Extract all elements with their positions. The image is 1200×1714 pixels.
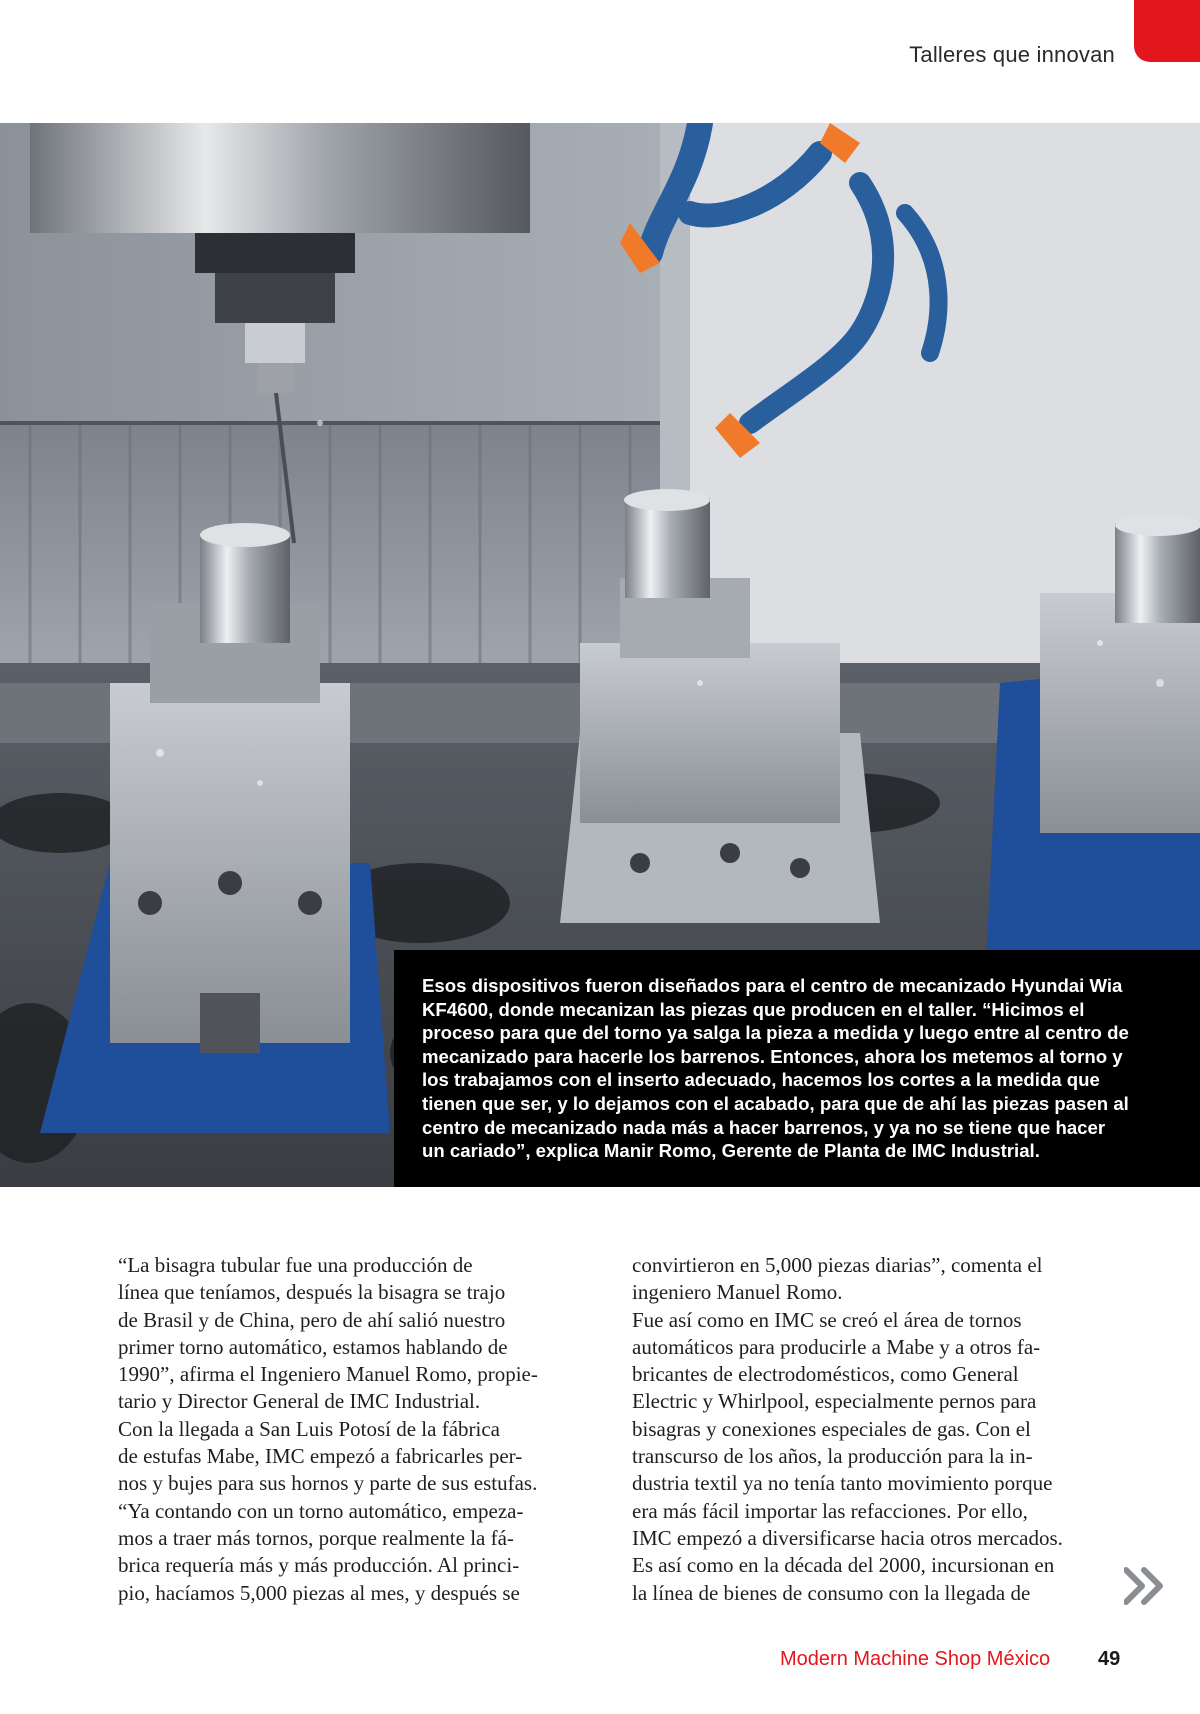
section-tab-marker: [1134, 0, 1200, 62]
photo-caption: [394, 950, 1200, 1187]
article-column-left: “La bisagra tubular fue una producción de línea que teníamos, después la bisagra se trajo de Brasil y de China, pero de ahí salió nuestro primer torno automático, estamos hablando de 1990”, afirma el Ingeniero Manuel Romo, propie- tario y Director General de IMC Industrial. Con la llegada a San Luis Potosí de la fábrica de estufas Mabe, IMC empezó a fabricarles per- nos y bujes para sus hornos y parte de sus estufas. “Ya contando con un torno automático, empeza- mos a traer más tornos, porque realmente la fá- brica requería más y más producción. Al princi- pio, hacíamos 5,000 piezas al mes, y después se: [118, 1253, 538, 1605]
article-column-right: convirtieron en 5,000 piezas diarias”, comenta el ingeniero Manuel Romo. Fue así como en IMC se creó el área de tornos automáticos para producirle a Mabe y a otros fa- bricantes de electrodomésticos, como General Electric y Whirlpool, especialmente pernos para bisagras y conexiones especiales de gas. Con el transcurso de los años, la producción para la in- dustria textil ya no tenía tanto movimiento porque era más fácil importar las refacciones. Por ello, IMC empezó a diversificarse hacia otros mercados. Es así como en la década del 2000, incursionan en la línea de bienes de consumo con la llegada de: [632, 1253, 1063, 1605]
page-number: 49: [1098, 1648, 1121, 1670]
caption-text: Esos dispositivos fueron diseñados para el centro de mecanizado Hyundai Wia KF4600, donde mecanizan las piezas que producen en el taller. “Hicimos el proceso para que del torno ya salga la pieza a medida y luego entre al centro de mecanizado para hacerle los barrenos. Entonces, ahora los metemos al torno y los trabajamos con el inserto adecuado, hacemos los cortes a la medida que tienen que ser, y lo dejamos con el acabado, para que de ahí las piezas pasen al centro de mecanizado nada más a hacer barrenos, y ya no se tiene que hacer un cariado”, explica Manir Romo, Gerente de Planta de IMC Industrial.: [422, 975, 1129, 1162]
double-chevron-right-icon: [1124, 1566, 1166, 1606]
section-header: Talleres que innovan: [909, 42, 1115, 67]
publication-name: Modern Machine Shop México: [780, 1648, 1051, 1670]
